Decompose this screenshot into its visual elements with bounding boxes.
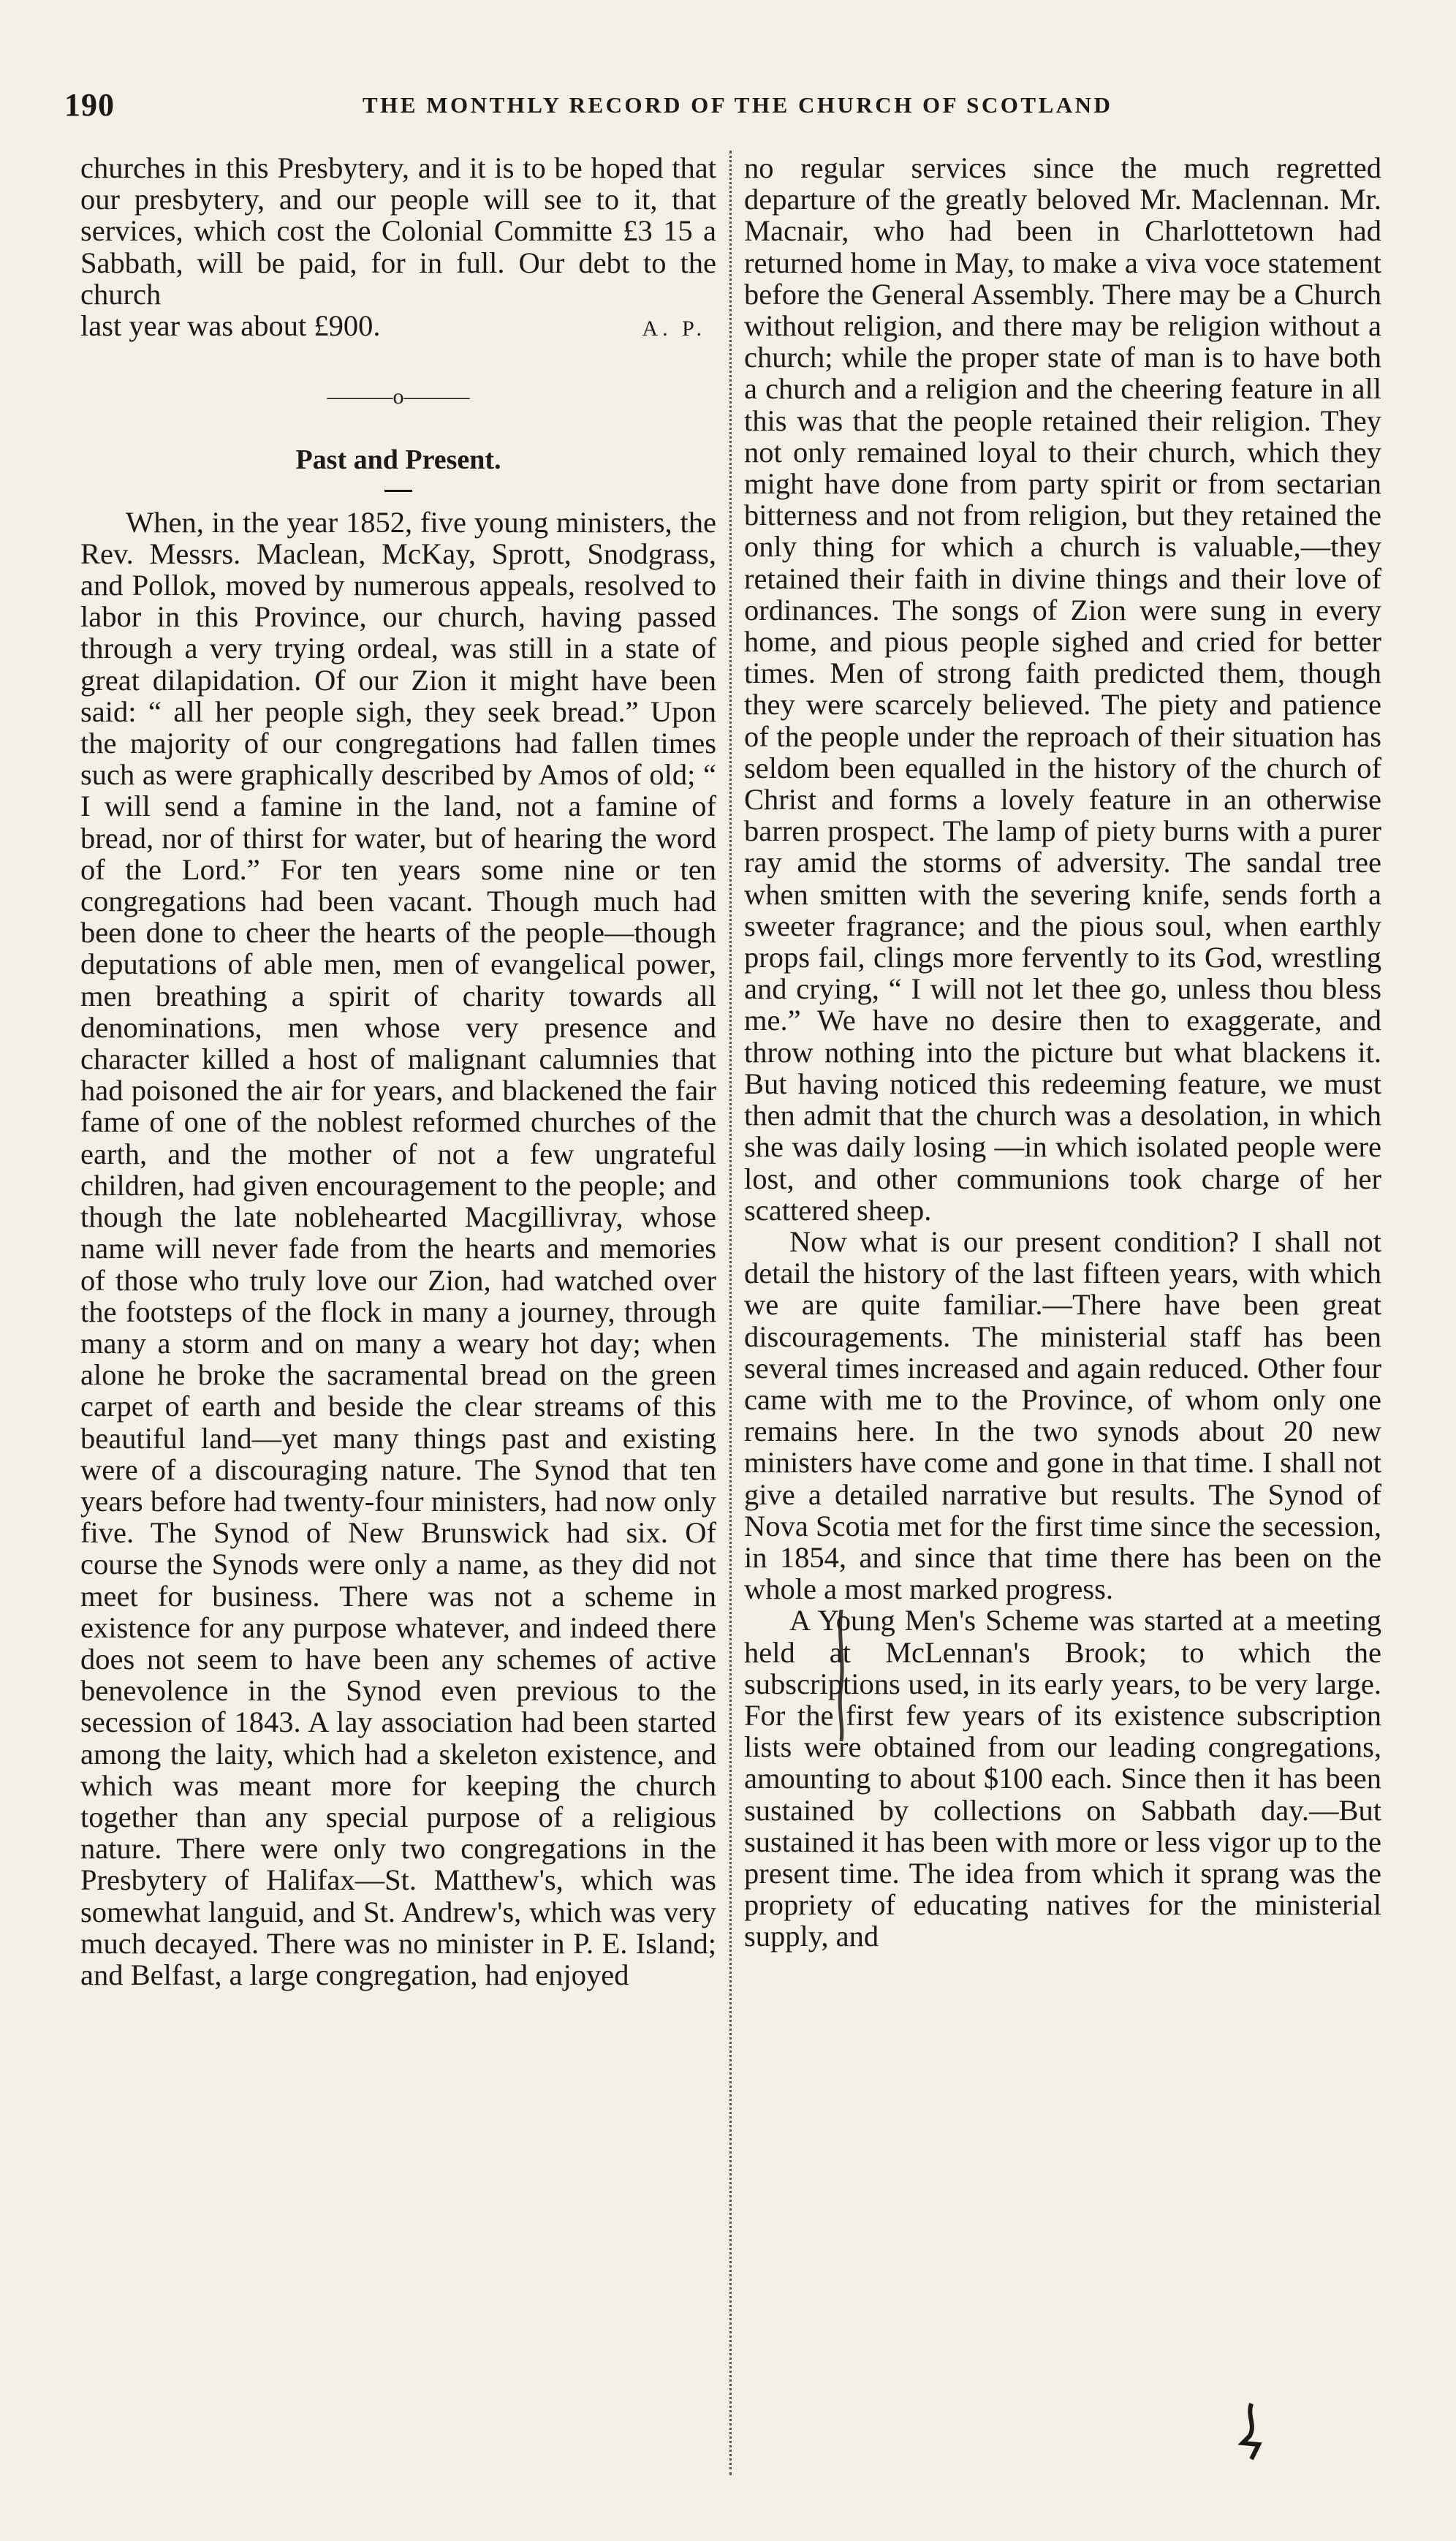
page-header [64,86,1389,123]
article-paragraph-3: Now what is our present condition? I shall not detail the history of the last fifteen years, with which we are quite familiar.—There have been great discouragements. The ministerial staff has been several times increased and again reduced. Other four came with me to the Province, of whom only one remains here. In the two synods about 20 new ministers have come and gone in that time. I shall not give a detailed narrative but results. The Synod of Nova Scotia met for the first time since the secession, in 1854, and since that time there has been on the whole a most marked progress. [744,1224,1381,1606]
author-signature: A. P. [642,317,706,341]
article-paragraph-2: no regular services since the much regretted departure of the greatly beloved Mr. Maclennan. Mr. Macnair, who had been in Charlottetown had returned home in May, to make a viva voce statement before the General Assembly. There may be a Church without religion, and there may be religion without a church; while the proper state of man is to have both a church and a religion and the cheering feature in all this was that the people retained their religion. They not only remained loyal to their church, which they might have done from party spirit or from sectarian bitterness and not from religion, but they retained the only thing for which a church is valuable,—they retained their faith in divine things and their love of ordinances. The songs of Zion were sung in every home, and pious people sighed and cried for better times. Men of strong faith predicted them, though they were scarcely believed. The piety and patience of the people under the reproach of their situation has seldom been equalled in the history of the church of Christ and forms a lovely feature in an otherwise barren prospect. The lamp of piety burns with a purer ray amid the storms of adversity. The sandal tree when smitten with the severing knife, sends forth a sweeter fragrance; and the pious soul, when earthly props fail, clings more fervently to its God, wrestling and crying, “ I will not let thee go, unless thou bless me.” We have no desire then to exaggerate, and throw nothing into the picture but what blackens it. But having noticed this redeeming feature, we must then admit that the church was a desolation, in which she was daily losing —in which isolated people were lost, and other communions took charge of her scattered sheep. [744,151,1381,1227]
page-number: 190 [64,87,115,123]
ink-blot-mark [1237,2402,1266,2461]
continuation-last-line: last year was about £900. [80,309,381,343]
article-paragraph-1: When, in the year 1852, five young ministers, the Rev. Messrs. Maclean, McKay, Sprott, Snodgrass, and Pollok, moved by numerous appeals, resolved to labor in this Province, our church, having passed through a very trying ordeal, was still in a state of great dilapidation. Of our Zion it might have been said: “ all her people sigh, they seek bread.” Upon the majority of our congregations had fallen times such as were graphically described by Amos of old; “ I will send a famine in the land, not a famine of bread, nor of thirst for water, but of hearing the word of the Lord.” For ten years some nine or ten congregations had been vacant. Though much had been done to cheer the hearts of the people—though deputations of able men, men of evangelical power, men breathing a spirit of charity towards all denominations, men whose very presence and character killed a host of malignant calumnies that had poisoned the air for years, and blackened the fair fame of one of the noblest reformed churches of the earth, and the mother of not a few ungrateful children, had given encouragement to the people; and though the late noblehearted Macgillivray, whose name will never fade from the hearts and memories of those who truly love our Zion, had watched over the footsteps of the flock in many a journey, through many a storm and on many a weary hot day; when alone he broke the sacramental bread on the green carpet of earth and beside the clear streams of this beautiful land—yet many things past and existing were of a discouraging nature. The Synod that ten years before had twenty-four ministers, had now only five. The Synod of New Brunswick had six. Of course the Synods were only a name, as they did not meet for business. There was not a scheme in existence for any purpose whatever, and indeed there does not seem to have been any schemes of active benevolence in the Synod even previous to the secession of 1843. A lay association had been started among the laity, which had a skeleton existence, and which was meant more for keeping the church together than any special purpose of a religious nature. There were only two congregations in the Presbytery of Halifax—St. Matthew's, which was somewhat languid, and St. Andrew's, which was very much decayed. There was no minister in P. E. Island; and Belfast, a large congregation, had enjoyed [80,505,716,1991]
title-rule [384,490,412,492]
section-title: Past and Present. [295,444,501,476]
section-ornament: ———o——— [327,385,470,409]
ink-streak-mark [832,1610,851,1741]
signature-line [80,310,716,344]
article-paragraph-4: A Young Men's Scheme was started at a meeting held at McLennan's Brook; to which the subscriptions used, in its early years, to be very large. For the first few years of its existence subscription lists were obtained from our leading congregations, amounting to about $100 each. Since then it has been sustained by collections on Sabbath day.—But sustained it has been with more or less vigor up to the present time. The idea from which it sprang was the propriety of educating natives for the ministerial supply, and [744,1604,1381,1953]
left-column [80,152,716,1991]
continuation-text: churches in this Presbytery, and it is to be hoped that our presbytery, and our people will see to it, that services, which cost the Colonial Committe £3 15 a Sabbath, will be paid, for in full. Our debt to the church [80,151,716,311]
column-divider [729,151,732,2475]
running-head: THE MONTHLY RECORD OF THE CHURCH OF SCOTLAND [363,92,1113,118]
